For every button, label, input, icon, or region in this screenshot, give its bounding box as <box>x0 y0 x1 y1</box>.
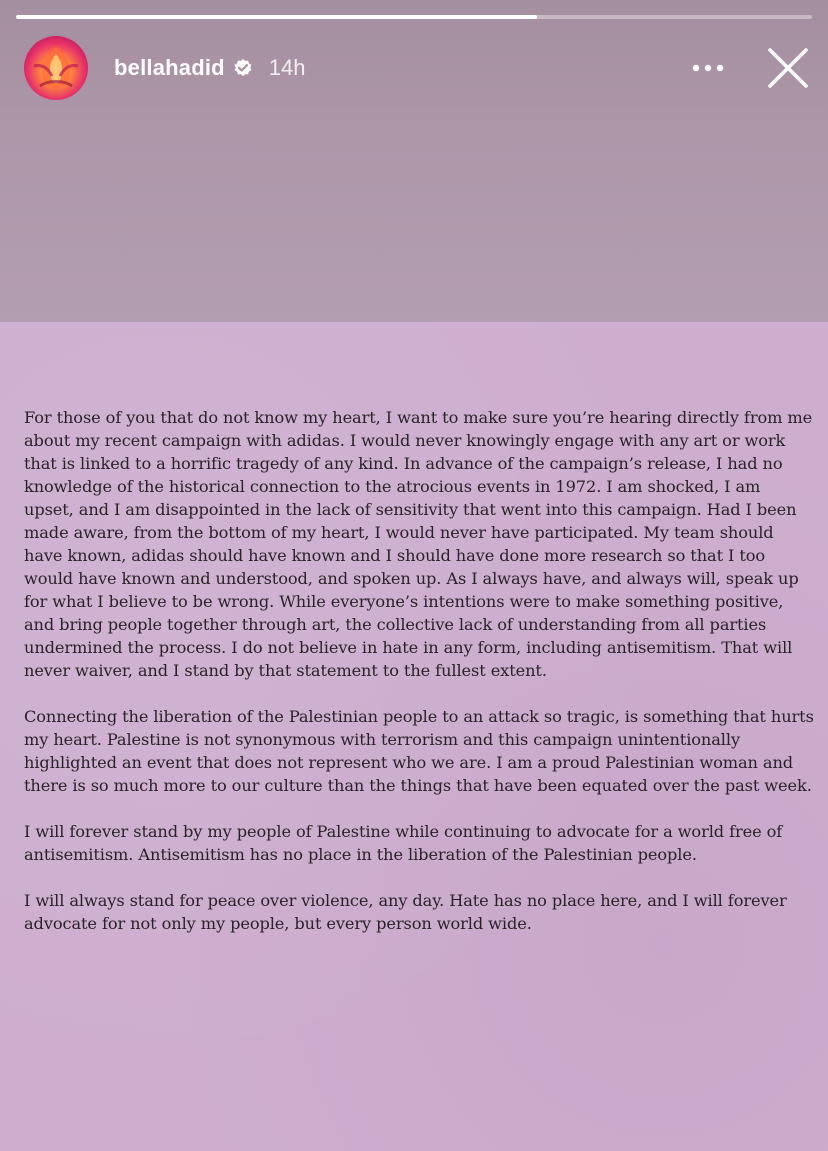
username[interactable]: bellahadid <box>114 55 225 80</box>
statement-text <box>24 406 814 958</box>
avatar-image <box>24 36 88 100</box>
close-x-icon <box>764 44 812 92</box>
statement-paragraph-3: I will forever stand by my people of Palestine while continuing to advocate for a world free of antisemitism. Antisemitism has no place in the liberation of the Palestinian people. <box>24 822 783 864</box>
statement-paragraph-2: Connecting the liberation of the Palestinian people to an attack so tragic, is something that hurts my heart. Palestine is not synonymous with terrorism and this campaign unintentionally highlighted an event that does not represent who we are. I am a proud Palestinian woman and there is so much more to our culture than the things that have been equated over the past week. <box>24 707 814 795</box>
close-button[interactable] <box>764 44 812 92</box>
story-progress-bar <box>16 15 812 19</box>
verified-badge-icon <box>233 58 253 78</box>
story-progress-fill <box>16 15 537 19</box>
story-header <box>24 36 306 100</box>
more-options-button[interactable] <box>686 52 730 84</box>
statement-paragraph-1: For those of you that do not know my heart, I want to make sure you’re hearing directly from me about my recent campaign with adidas. I would never knowingly engage with any art or work that is linked to a horrific tragedy of any kind. In advance of the campaign’s release, I had no knowledge of the historical connection to the atrocious events in 1972. I am shocked, I am upset, and I am disappointed in the lack of sensitivity that went into this campaign. Had I been made aware, from the bottom of my heart, I would never have participated. My team should have known, adidas should have known and I should have done more research so that I too would have known and understood, and spoken up. As I always have, and always will, speak up for what I believe to be wrong. While everyone’s intentions were to make something positive, and bring people together through art, the collective lack of understanding from all parties undermined the process. I do not believe in hate in any form, including antisemitism. That will never waiver, and I stand by that statement to the fullest extent. <box>24 408 813 680</box>
statement-paragraph-4: I will always stand for peace over violence, any day. Hate has no place here, and I will forever advocate for not only my people, but every person world wide. <box>24 891 787 933</box>
more-dots-icon <box>692 64 724 72</box>
post-timestamp: 14h <box>268 55 306 80</box>
avatar[interactable] <box>24 36 88 100</box>
